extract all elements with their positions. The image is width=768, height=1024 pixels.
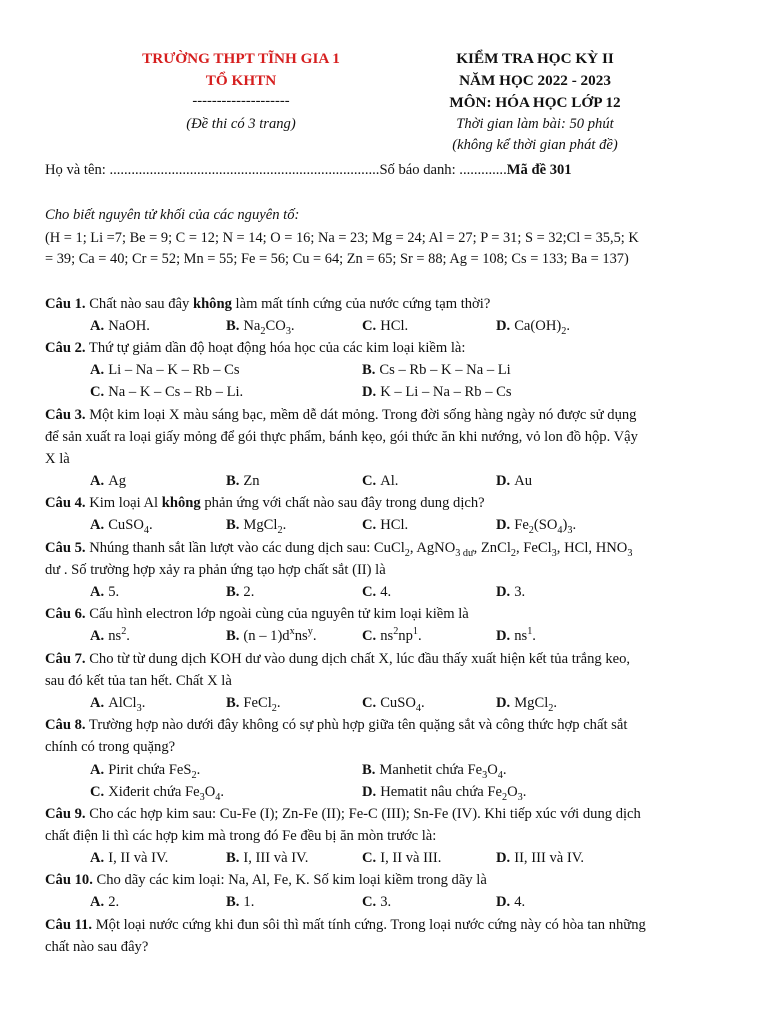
option-a[interactable]: A. AlCl$_3$. [90, 695, 146, 714]
option-a[interactable]: A. Li – Na – K – Rb – Cs [90, 362, 240, 378]
option-d[interactable]: D. MgCl$_2$. [496, 695, 558, 714]
option-b[interactable]: B. Manhetit chứa $Fe_3O_4$. [362, 762, 507, 781]
candidate-number-field: Số báo danh: ............. [379, 162, 507, 178]
option-c[interactable]: C. I, II và III. [362, 850, 442, 866]
option-c[interactable]: C. HCl. [362, 318, 409, 334]
option-a[interactable]: A. Ag [90, 473, 127, 489]
option-b[interactable]: B. 2. [226, 584, 255, 600]
question-3: Câu 3. Một kim loại X màu sáng bạc, mềm dễ dát mỏng. Trong đời sống hàng ngày nó được sử dụng để sản xuất ra loại giấy mỏng để gói thực phẩm, bánh kẹo, gói thức ăn khi nướng, vỏ lon đồ hộp. Vậy X là [45, 407, 638, 467]
option-a[interactable]: A. NaOH. [90, 318, 150, 334]
page-count-note: (Đề thi có 3 trang) [186, 116, 296, 132]
school-name: TRƯỜNG THPT TĨNH GIA 1 [142, 50, 340, 67]
option-d[interactable]: D. 4. [496, 894, 526, 910]
option-a[interactable]: A. $ns^2$. [90, 626, 130, 644]
exam-code: Mã đề 301 [506, 162, 572, 178]
question-10: Câu 10. Cho dãy các kim loại: Na, Al, Fe, K. Số kim loại kiềm trong dãy là [45, 872, 487, 888]
question-1: Câu 1. Chất nào sau đây không làm mất tính cứng của nước cứng tạm thời? [45, 296, 491, 312]
option-b[interactable]: B. I, III và IV. [226, 850, 309, 866]
option-d[interactable]: D. II, III và IV. [496, 850, 585, 866]
duration-note: (không kể thời gian phát đề) [452, 137, 618, 153]
exam-title: KIỂM TRA HỌC KỲ II [456, 50, 614, 67]
question-4: Câu 4. Kim loại Al không phản ứng với chất nào sau đây trong dung dịch? [45, 495, 485, 511]
option-c[interactable]: C. Na – K – Cs – Rb – Li. [90, 384, 244, 400]
question-9: Câu 9. Cho các hợp kim sau: Cu-Fe (I); Zn-Fe (II); Fe-C (III); Sn-Fe (IV). Khi tiếp xúc với dung dịch chất điện li thì các hợp kim mà trong đó Fe đều bị ăn mòn trước là: [45, 806, 641, 844]
option-b[interactable]: B. $Na_2CO_3$. [226, 318, 295, 337]
question-label: Câu 1. [45, 296, 86, 312]
option-b[interactable]: B. FeCl$_2$. [226, 695, 281, 714]
option-d[interactable]: D. 3. [496, 584, 526, 600]
option-a[interactable]: A. I, II và IV. [90, 850, 169, 866]
option-d[interactable]: D. Au [496, 473, 533, 489]
option-d[interactable]: D. $Fe_2(SO_4)_3$. [496, 517, 577, 536]
subject: MÔN: HÓA HỌC LỚP 12 [449, 94, 621, 111]
option-c[interactable]: C. $ns^2np^1$. [362, 626, 422, 644]
atomic-mass-intro: Cho biết nguyên tử khối của các nguyên tố: [45, 207, 300, 223]
option-b[interactable]: B. MgCl$_2$. [226, 517, 287, 536]
option-d[interactable]: D. $Ca(OH)_2$. [496, 318, 570, 337]
option-b[interactable]: B. Cs – Rb – K – Na – Li [362, 362, 511, 378]
option-a[interactable]: A. CuSO$_4$. [90, 517, 153, 536]
header-divider: -------------------- [192, 93, 290, 109]
option-b[interactable]: B. 1. [226, 894, 255, 910]
duration: Thời gian làm bài: 50 phút [456, 116, 614, 132]
question-5: Câu 5. Nhúng thanh sắt lần lượt vào các dung dịch sau: CuCl$_2$, AgNO$_{3 dư}$, ZnCl$_2$, FeCl$_3$, HCl, $HNO_3$ dư . Số trường hợp xảy ra phản ứng tạo hợp chất sắt (II) là [45, 540, 633, 578]
atomic-mass-line-1: (H = 1; Li =7; Be = 9; C = 12; N = 14; O = 16; Na = 23; Mg = 24; Al = 27; P = 31; S = 32;Cl = 35,5; K [45, 230, 639, 246]
question-6: Câu 6. Cấu hình electron lớp ngoài cùng của nguyên tử kim loại kiềm là [45, 606, 469, 622]
school-year: NĂM HỌC 2022 - 2023 [459, 72, 611, 89]
option-c[interactable]: C. 3. [362, 894, 392, 910]
candidate-line [45, 162, 572, 179]
option-a[interactable]: A. 2. [90, 894, 120, 910]
question-7: Câu 7. Cho từ từ dung dịch KOH dư vào dung dịch chất X, lúc đầu thấy xuất hiện kết tủa trắng keo, sau đó kết tủa tan hết. Chất X là [45, 651, 631, 689]
option-c[interactable]: C. 4. [362, 584, 392, 600]
question-11: Câu 11. Một loại nước cứng khi đun sôi thì mất tính cứng. Trong loại nước cứng này có hòa tan những chất nào sau đây? [45, 917, 646, 955]
candidate-name-field: Họ và tên: .......................................................................... [45, 162, 380, 178]
option-a[interactable]: A. 5. [90, 584, 120, 600]
option-d[interactable]: D. $ns^1$. [496, 626, 536, 644]
option-c[interactable]: C. HCl. [362, 517, 409, 533]
option-d[interactable]: D. Hematit nâu chứa $Fe_2O_3$. [362, 784, 527, 803]
option-a[interactable]: A. Pirit chứa FeS$_2$. [90, 762, 201, 781]
department: TỔ KHTN [205, 72, 277, 89]
option-b[interactable]: B. Zn [226, 473, 260, 489]
option-c[interactable]: C. Al. [362, 473, 399, 489]
option-d[interactable]: D. K – Li – Na – Rb – Cs [362, 384, 512, 400]
question-8: Câu 8. Trường hợp nào dưới đây không có sự phù hợp giữa tên quặng sắt và công thức hợp chất sắt chính có trong quặng? [45, 717, 628, 755]
atomic-mass-line-2: = 39; Ca = 40; Cr = 52; Mn = 55; Fe = 56; Cu = 64; Zn = 65; Sr = 88; Ag = 108; Cs = 133; Ba = 137) [45, 251, 629, 267]
option-c[interactable]: C. CuSO$_4$. [362, 695, 425, 714]
option-b[interactable]: B. $(n - 1)d^xns^y$. [226, 626, 317, 644]
option-c[interactable]: C. Xiđerit chứa $Fe_3O_4$. [90, 784, 225, 803]
question-2: Câu 2. Thứ tự giảm dần độ hoạt động hóa học của các kim loại kiềm là: [45, 340, 466, 356]
